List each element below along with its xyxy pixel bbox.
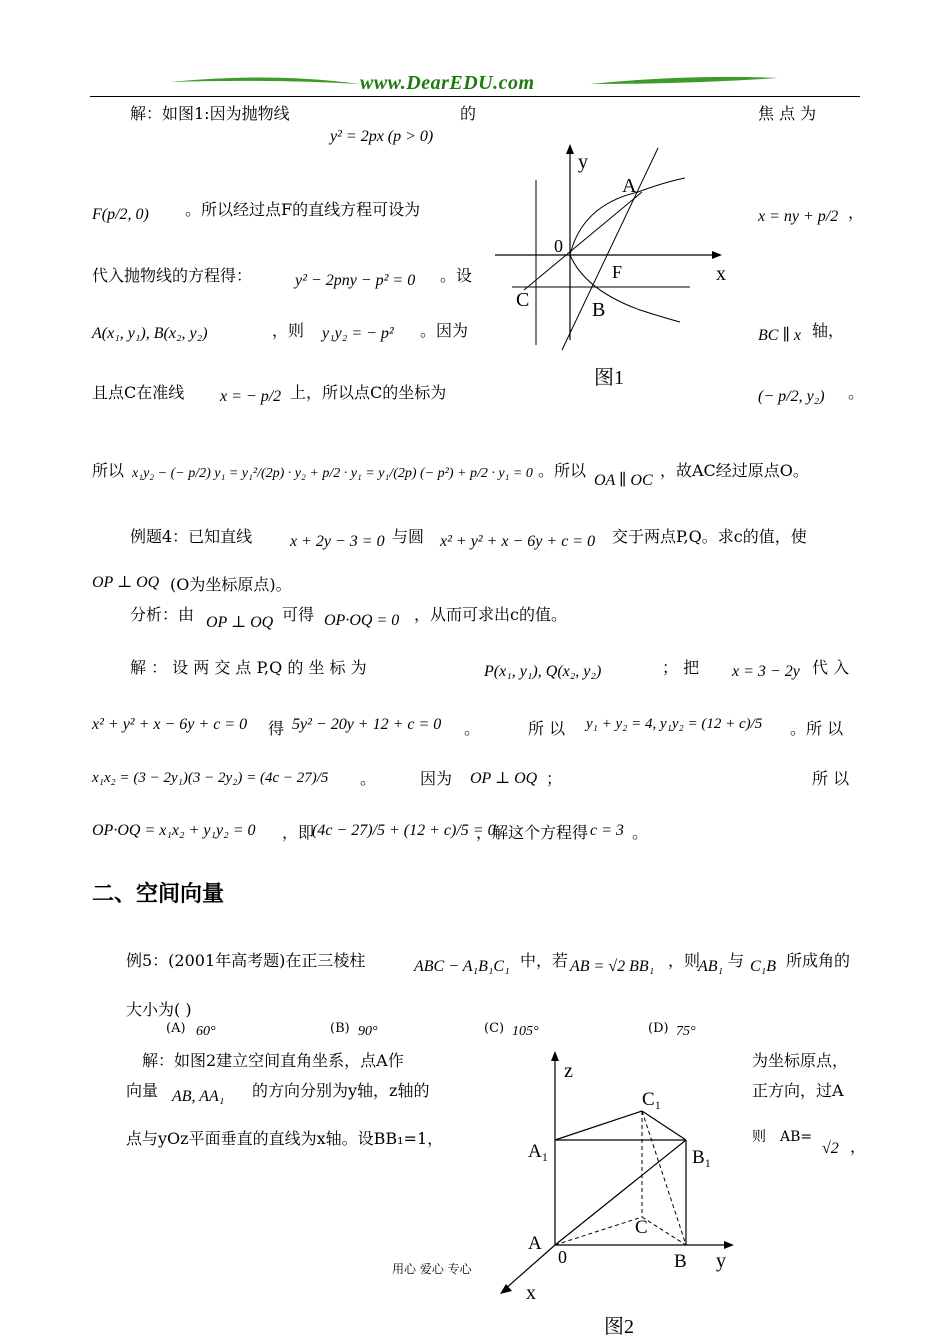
fig1-caption: 图1 <box>594 367 624 389</box>
fig2-label-a1: A₁ <box>528 1141 549 1162</box>
opt-b-label[interactable]: (B) <box>330 1021 350 1036</box>
p1-l1c: 焦 点 为 <box>758 104 817 123</box>
ex4-l1b: 与圆 <box>392 527 425 546</box>
ex5-l1e: 所成角的 <box>786 951 851 970</box>
ex4-r2-a: 得 <box>268 719 285 738</box>
ex4-r4-b: ，解这个方程得 <box>476 823 589 842</box>
p1-l6b: 。所以 <box>538 461 587 480</box>
ex4-sol-x: x = 3 − 2y <box>732 663 800 680</box>
header-logo[interactable]: www.DearEDU.com <box>360 72 535 94</box>
opt-c-label[interactable]: (C) <box>484 1021 505 1036</box>
ex4-an-eq2: OP·OQ = 0 <box>324 612 400 629</box>
ex4-l2-eq: OP ⊥ OQ <box>92 574 160 591</box>
ex5-ab1: AB₁ <box>698 958 724 975</box>
ex4-r3-a: 。 <box>360 769 377 788</box>
ex4-line-eq: x + 2y − 3 = 0 <box>290 533 385 550</box>
ex4-r4-ans: c = 3 <box>590 822 624 839</box>
p1-l5b: 上，所以点C的坐标为 <box>290 383 447 402</box>
fig2-label-z: z <box>564 1060 573 1082</box>
p1-l6c: ，故AC经过原点O。 <box>660 461 809 480</box>
p1-l2a: 。所以经过点F的直线方程可设为 <box>185 200 421 219</box>
ex5-s2b: 的方向分别为y轴，z轴的 <box>252 1081 430 1100</box>
fig2-label-x: x <box>526 1282 536 1304</box>
ex5-prism: ABC − A₁B₁C₁ <box>414 958 510 975</box>
fig2-edge-ac <box>555 1217 642 1245</box>
ex4-circle-eq: x² + y² + x − 6y + c = 0 <box>440 533 596 550</box>
fig2-edge-a1c1 <box>555 1111 642 1140</box>
ex4-r2-c: 所 以 <box>528 719 566 738</box>
swoosh-right <box>590 77 778 84</box>
ex4-an-a: 分析：由 <box>130 605 195 624</box>
ex5-s3a: 点与yOz平面垂直的直线为x轴。设BB₁=1， <box>126 1129 444 1148</box>
eq-focus: F(p/2, 0) <box>92 206 149 223</box>
opt-a-value[interactable]: 60° <box>196 1024 216 1039</box>
p1-l5a: 且点C在准线 <box>92 383 185 402</box>
fig1-label-f: F <box>612 262 623 282</box>
ex4-sol-b: ； 把 <box>662 658 700 677</box>
eq-bc-par: BC ∥ x <box>758 327 801 344</box>
fig2-label-y: y <box>716 1250 726 1272</box>
p1-l4a: ，则 <box>272 321 305 340</box>
eq-c-coord: (− p/2, y₂) <box>758 388 825 405</box>
ex4-r2-eq1: x² + y² + x − 6y + c = 0 <box>92 716 248 733</box>
p1-l4c: 轴， <box>812 321 845 340</box>
eq-directrix: x = − p/2 <box>220 388 282 405</box>
fig2-caption: 图2 <box>604 1316 634 1338</box>
ex4-l1a: 例题4：已知直线 <box>130 527 253 546</box>
ex4-r3-c: ； <box>546 769 563 788</box>
eq-line: x = ny + p/2 <box>758 208 839 225</box>
figure-1 <box>490 140 740 400</box>
ex5-s3c: ， <box>850 1137 867 1156</box>
p1-l3b: 。设 <box>440 266 473 285</box>
fig2-y-arrow <box>724 1241 734 1249</box>
fig1-parabola-lower <box>570 255 680 322</box>
fig1-label-o: 0 <box>554 236 563 256</box>
ex4-l1c: 交于两点P,Q。求c的值，使 <box>612 527 807 546</box>
fig1-label-x: x <box>716 263 726 285</box>
fig2-label-c: C <box>635 1217 648 1238</box>
eq-parabola: y² = 2px (p > 0) <box>330 128 434 145</box>
fig2-label-b: B <box>674 1251 687 1272</box>
ex5-s2a: 向量 <box>126 1081 159 1100</box>
fig1-label-b: B <box>592 299 606 321</box>
fig2-x-arrow <box>500 1284 512 1294</box>
ex4-l2b: (O为坐标原点)。 <box>170 575 292 594</box>
ex4-r2-d: 。所 以 <box>790 719 844 738</box>
fig1-label-y: y <box>578 151 588 173</box>
ex4-r3-b: 因为 <box>420 769 453 788</box>
fig1-x-arrow <box>712 251 722 259</box>
opt-c-value[interactable]: 105° <box>512 1024 539 1039</box>
ex5-s2-vec: AB, AA₁ <box>172 1088 225 1105</box>
eq-prod: y₁y₂ = − p² <box>322 325 394 342</box>
ex4-r4-c: 。 <box>632 823 649 842</box>
opt-a-label[interactable]: (A) <box>166 1021 186 1036</box>
section-2-title: 二、空间向量 <box>92 882 225 907</box>
fig1-label-c: C <box>516 289 530 311</box>
fig2-edge-cb <box>642 1217 686 1245</box>
ex4-r4-eq2: (4c − 27)/5 + (12 + c)/5 = 0 <box>312 822 496 839</box>
ex5-c1b: C₁B <box>750 958 777 975</box>
ex5-l1d: 与 <box>728 951 745 970</box>
fig2-edge-ab1 <box>555 1140 686 1245</box>
ex4-sol-a: 解 ： 设 两 交 点 P,Q 的 坐 标 为 <box>130 658 367 677</box>
eq-long: x₁y₂ − (− p/2) y₁ = y₁²/(2p) · y₂ + p/2 · y₁ = y₁/(2p) (− p²) + p/2 · y₁ = 0 <box>132 466 533 481</box>
header-rule <box>90 96 860 97</box>
footer-text: 用心 爱心 专心 <box>392 1262 472 1276</box>
ex4-r3-d: 所 以 <box>812 769 850 788</box>
opt-d-label[interactable]: (D) <box>648 1021 669 1036</box>
ex5-s1a: 解：如图2建立空间直角坐系，点A作 <box>142 1051 404 1070</box>
eq-points: A(x₁, y₁), B(x₂, y₂) <box>92 325 208 342</box>
opt-d-value[interactable]: 75° <box>676 1024 696 1039</box>
fig2-label-o: 0 <box>558 1247 567 1267</box>
eq-parallel: OA ∥ OC <box>594 472 653 489</box>
ex5-l1b: 中，若 <box>520 951 569 970</box>
ex4-r2-eq3: y₁ + y₂ = 4, y₁y₂ = (12 + c)/5 <box>586 716 763 732</box>
ex4-r3-perp: OP ⊥ OQ <box>470 770 538 787</box>
figure-2 <box>490 1045 750 1344</box>
ex5-s1b: 为坐标原点， <box>752 1051 849 1070</box>
ex4-sol-pts: P(x₁, y₁), Q(x₂, y₂) <box>484 663 602 680</box>
eq-sub: y² − 2pny − p² = 0 <box>295 272 416 289</box>
fig2-label-b1: B₁ <box>692 1147 712 1168</box>
ex5-s3b: 则 AB= <box>752 1129 813 1145</box>
ex4-sol-c: 代 入 <box>812 658 850 677</box>
ex5-l1a: 例5：(2001年高考题)在正三棱柱 <box>126 951 366 970</box>
ex4-an-eq1: OP ⊥ OQ <box>206 614 274 631</box>
ex5-cond: AB = √2 BB₁ <box>570 958 655 975</box>
ex4-r2-eq2: 5y² − 20y + 12 + c = 0 <box>292 716 442 733</box>
fig1-y-arrow <box>566 144 574 154</box>
ex5-l2: 大小为( ) <box>126 1000 192 1019</box>
fig1-line-ab <box>562 148 658 350</box>
p1-l1a: 解：如图1:因为抛物线 <box>130 104 290 123</box>
swoosh-left <box>170 77 360 84</box>
p1-l4b: 。因为 <box>420 321 469 340</box>
fig2-edge-c1b <box>642 1111 686 1245</box>
ex5-l1c: ，则 <box>668 951 701 970</box>
p1-l3a: 代入抛物线的方程得： <box>92 266 253 285</box>
ex4-r2-b: 。 <box>464 719 481 738</box>
fig2-label-c1: C₁ <box>642 1089 662 1110</box>
p1-l1b: 的 <box>460 104 477 123</box>
ex4-r4-eq1: OP·OQ = x₁x₂ + y₁y₂ = 0 <box>92 822 256 839</box>
fig2-z-arrow <box>551 1051 559 1061</box>
p1-l6a: 所以 <box>92 461 125 480</box>
opt-b-value[interactable]: 90° <box>358 1024 378 1039</box>
fig1-label-a: A <box>622 175 637 197</box>
p1-l2b: ， <box>848 203 865 222</box>
fig2-label-a: A <box>528 1233 542 1254</box>
p1-l5c: 。 <box>848 383 865 402</box>
ex4-r3-eq: x₁x₂ = (3 − 2y₁)(3 − 2y₂) = (4c − 27)/5 <box>92 770 329 786</box>
ex5-s2c: 正方向，过A <box>752 1081 844 1100</box>
ex5-s3-val: √2 <box>822 1140 839 1157</box>
ex4-an-c: ，从而可求出c的值。 <box>414 605 567 624</box>
fig2-edge-c1b1 <box>642 1111 686 1140</box>
ex4-an-b: 可得 <box>282 605 315 624</box>
ex4-r4-a: ，即 <box>282 823 315 842</box>
